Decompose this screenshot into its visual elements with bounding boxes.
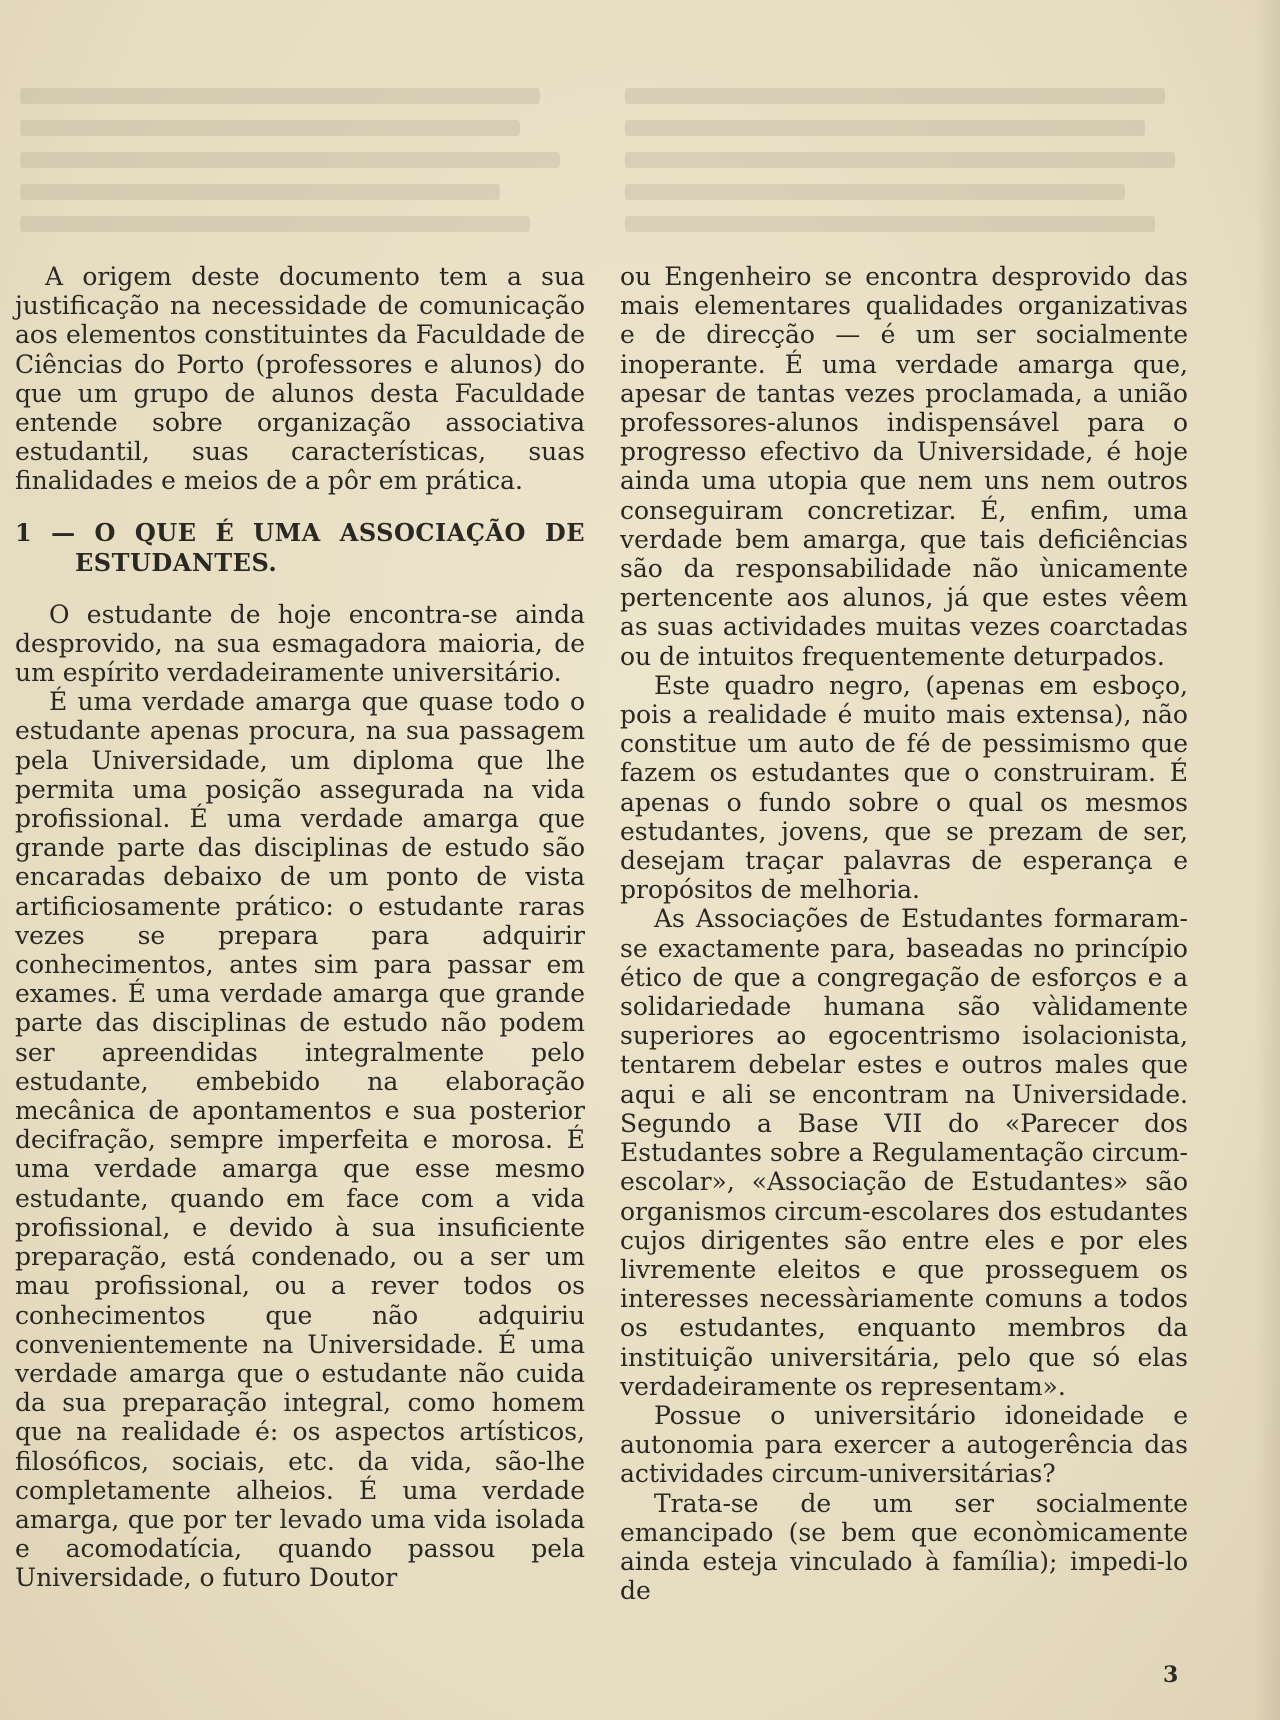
- paragraph-emancipated: Trata-se de um ser socialmente emancipado (se bem que econòmicamente ainda esteja vinculado à família); impedi-lo de: [620, 1488, 1188, 1606]
- paragraph-question: Possue o universitário idoneidade e autonomia para exercer a autogerência das actividades circum-universitárias?: [620, 1400, 1188, 1489]
- left-column: [15, 262, 585, 1593]
- intro-paragraph: A origem deste documento tem a sua justificação na necessidade de comunicação aos elementos constituintes da Faculdade de Ciências do Porto (professores e alunos) do que um grupo de alunos desta Faculdade entende sobre organização associativa estudantil, suas características, suas finalidades e meios de a pôr em prática.: [15, 262, 585, 496]
- page-edge-shadow: [1255, 0, 1280, 1720]
- paragraph-associations: As Associações de Estudantes formaram-se exactamente para, baseadas no princípio ético de que a congregação de esforços e a solidariedade humana são vàlidamente superiores ao egocentrismo isolacionista, tentarem debelar estes e outros males que aqui e ali se encontram na Universidade. Segundo a Base VII do «Parecer dos Estudantes sobre a Regulamentação circum-escolar», «Associação de Estudantes» são organismos circum-escolares dos estudantes cujos dirigentes são entre eles e por eles livremente eleitos e que prosseguem os interesses necessàriamente comuns a todos os estudantes, enquanto membros da instituição universitária, pelo que só elas verdadeiramente os representam».: [620, 904, 1188, 1401]
- paragraph-student-spirit: O estudante de hoje encontra-se ainda desprovido, na sua esmagadora maioria, de um espírito verdadeiramente universitário.: [15, 599, 585, 688]
- show-through-text: [0, 80, 1280, 250]
- paragraph-dark-picture: Este quadro negro, (apenas em esboço, pois a realidade é muito mais extensa), não constitue um auto de fé de pessimismo que fazem os estudantes que o construiram. É apenas o fundo sobre o qual os mesmos estudantes, jovens, que se prezam de ser, desejam traçar palavras de esperança e propósitos de melhoria.: [620, 670, 1188, 905]
- paragraph-continuation: ou Engenheiro se encontra desprovido das mais elementares qualidades organizativas e de direcção — é um ser socialmente inoperante. É uma verdade amarga que, apesar de tantas vezes proclamada, a união professores-alunos indispensável para o progresso efectivo da Universidade, é hoje ainda uma utopia que nem uns nem outros conseguiram concretizar. É, enfim, uma verdade bem amarga, que tais deficiências são da responsabilidade não ùnicamente pertencente aos alunos, já que estes vêem as suas actividades muitas vezes coarctadas ou de intuitos frequentemente deturpados.: [620, 262, 1188, 671]
- page-number: 3: [1163, 1662, 1179, 1688]
- paragraph-bitter-truths: É uma verdade amarga que quase todo o estudante apenas procura, na sua passagem pela Universidade, um diploma que lhe permita uma posição assegurada na vida profissional. É uma verdade amarga que grande parte das disciplinas de estudo são encaradas debaixo de um ponto de vista artificiosamente prático: o estudante raras vezes se prepara para adquirir conhecimentos, antes sim para passar em exames. É uma verdade amarga que grande parte das disciplinas de estudo não podem ser apreendidas integralmente pelo estudante, embebido na elaboração mecânica de apontamentos e sua posterior decifração, sempre imperfeita e morosa. É uma verdade amarga que esse mesmo estudante, quando em face com a vida profissional, e devido à sua insuficiente preparação, está condenado, ou a ser um mau profissional, ou a rever todos os conhecimentos que não adquiriu convenientemente na Universidade. É uma verdade amarga que o estudante não cuida da sua preparação integral, como homem que na realidade é: os aspectos artísticos, filosóficos, sociais, etc. da vida, são-lhe completamente alheios. É uma verdade amarga, que por ter levado uma vida isolada e acomodatícia, quando passou pela Universidade, o futuro Doutor: [15, 687, 585, 1593]
- section-heading: 1 — O QUE É UMA ASSOCIAÇÃO DE ESTUDANTES.: [15, 517, 585, 577]
- right-column: [620, 262, 1188, 1605]
